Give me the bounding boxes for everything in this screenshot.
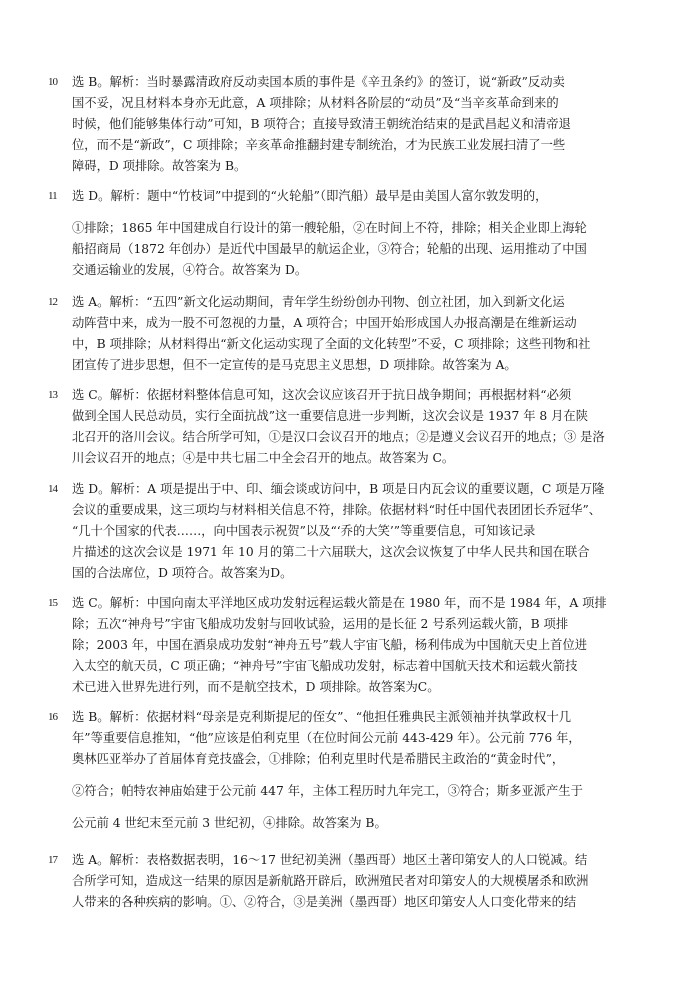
question-number: 14 [48,483,57,495]
answer-line: 片描述的这次会议是 1971 年 10 月的第二十六届联大，这次会议恢复了中华人民共和国在联合 [72,545,590,559]
answer-line: 障碍，D 项排除。故答案为 B。 [72,159,247,173]
answer-line: 国的合法席位，D 项符合。故答案为D。 [72,566,293,580]
answer-line: 选 A。解析：表格数据表明，16～17 世纪初美洲（墨西哥）地区土著印第安人的人口锐减。结 [72,853,588,867]
answer-line: 奥林匹亚举办了首届体育竞技盛会，①排除；伯利克里时代是希腊民主政治的“黄金时代”， [72,752,565,766]
question-number: 13 [48,389,57,401]
answer-line: 人带来的各种疾病的影响。①、②符合，③是美洲（墨西哥）地区印第安人人口变化带来的结 [72,895,577,909]
answer-line: “几十个国家的代表……，向中国表示祝贺”以及“‘乔的大笑’”等重要信息，可知该记录 [72,524,536,538]
answer-line: 选 C。解析：中国向南太平洋地区成功发射远程运载火箭是在 1980 年，而不是 1984 年，A 项排 [72,596,607,610]
answer-line: 北召开的洛川会议。结合所学可知，①是汉口会议召开的地点；②是遵义会议召开的地点；③ 是洛 [72,430,605,444]
answer-line: 除；2003 年，中国在酒泉成功发射“神舟五号”载人宇宙飞船，杨利伟成为中国航天史上首位进 [72,638,588,652]
answer-line: ①排除；1865 年中国建成自行设计的第一艘轮船，②在时间上不符，排除；相关企业即上海轮 [72,221,587,235]
answer-line: 时候，他们能够集体行动”可知，B 项符合；直接导致清王朝统治结束的是武昌起义和清帝退 [72,117,571,131]
answer-line: 选 D。解析：A 项是提出于中、印、缅会谈或访问中，B 项是日内瓦会议的重要议题，C 项是万隆 [72,482,605,496]
answer-line: 位，而不是“新政”，C 项排除；辛亥革命推翻封建专制统治，才为民族工业发展扫清了一些 [72,138,566,152]
answer-line: 国不妥，况且材料本身亦无此意，A 项排除；从材料各阶层的“动员”及“当辛亥革命到来的 [72,96,559,110]
answer-line: 入太空的航天员，C 项正确；“神舟号”宇宙飞船成功发射，标志着中国航天技术和运载火箭技 [72,659,578,673]
answer-line: 公元前 4 世纪末至元前 3 世纪初，④排除。故答案为 B。 [72,816,387,830]
question-number: 12 [48,296,57,308]
answer-line: 交通运输业的发展，④符合。故答案为 D。 [72,263,308,277]
answer-line: 除；五次“神舟号”宇宙飞船成功发射与回收试验，运用的是长征 2 号系列运载火箭，B 项排 [72,617,569,631]
answer-line: 合所学可知，造成这一结果的原因是新航路开辟后，欧洲殖民者对印第安人的大规模屠杀和欧洲 [72,874,589,888]
answer-line: ②符合；帕特农神庙始建于公元前 447 年，主体工程历时九年完工，③符合；斯多亚派产生于 [72,784,583,798]
answer-line: 川会议召开的地点；④是中共七届二中全会召开的地点。故答案为 C。 [72,451,455,465]
answer-line: 会议的重要成果，这三项均与材料相关信息不符，排除。依据材料“时任中国代表团团长乔冠华”、 [72,503,602,517]
answer-line: 做到全国人民总动员，实行全面抗战”这一重要信息进一步判断，这次会议是 1937 年 8 月在陕 [72,409,589,423]
answer-line: 选 B。解析：当时暴露清政府反动卖国本质的事件是《辛丑条约》的签订，说“新政”反动卖 [72,75,565,89]
answer-line: 选 A。解析：“五四”新文化运动期间，青年学生纷纷创办刊物、创立社团，加入到新文化运 [72,295,565,309]
question-number: 10 [48,76,57,88]
answer-line: 选 D。解析：题中“竹枝词”中提到的“火轮船”（即汽船）最早是由美国人富尔敦发明的， [72,189,548,203]
answer-line: 选 C。解析：依据材料整体信息可知，这次会议应该召开于抗日战争期间；再根据材料“必须 [72,388,572,402]
answer-line: 中，B 项排除；从材料得出“新文化运动实现了全面的文化转型”不妥，C 项排除；这些刊物和社 [72,337,591,351]
answer-line: 年”等重要信息推知，“他”应该是伯利克里（在位时间公元前 443-429 年）。公元前 776 年， [72,731,581,745]
question-number: 15 [48,597,57,609]
answer-line: 动阵营中来，成为一股不可忽视的力量，A 项符合；中国开始形成国人办报高潮是在维新运动 [72,316,577,330]
question-number: 16 [48,711,57,723]
question-number: 17 [48,854,57,866]
answer-line: 团宣传了进步思想，但不一定宣传的是马克思主义思想，D 项排除。故答案为 A。 [72,358,517,372]
answer-line: 术已进入世界先进行列，而不是航空技术，D 项排除。故答案为C。 [72,680,440,694]
answer-line: 选 B。解析：依据材料“母亲是克利斯提尼的侄女”、“他担任雅典民主派领袖并执掌政权十几 [72,710,572,724]
question-number: 11 [48,190,57,202]
answer-line: 船招商局（1872 年创办）是近代中国最早的航运企业，③符合；轮船的出现、运用推动了中国 [72,242,587,256]
